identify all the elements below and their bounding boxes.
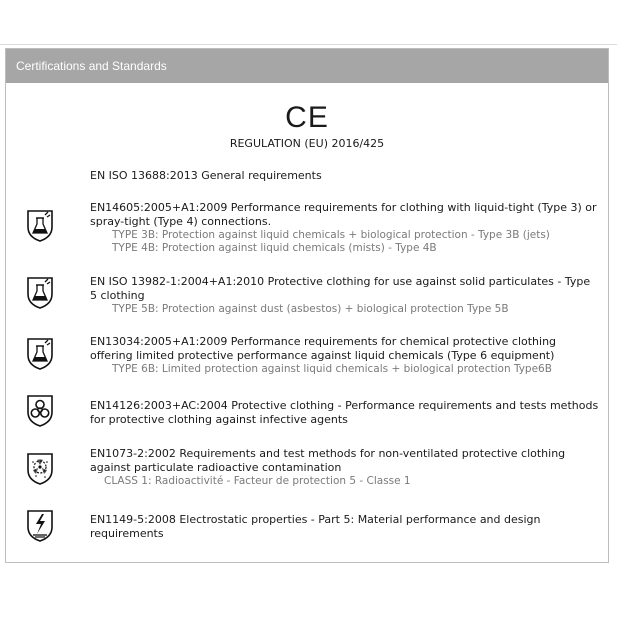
regulation-text: REGULATION (EU) 2016/425 xyxy=(229,137,385,150)
biohazard-shield-icon xyxy=(25,394,55,428)
sub-label: CLASS xyxy=(104,475,138,487)
chemical-flask-shield-icon xyxy=(25,276,55,310)
standard-item xyxy=(90,201,600,255)
standard-sub-line xyxy=(90,363,600,376)
standard-text: EN1073-2:2002 Requirements and test methods for non-ventilated protective clothing against particulate radioactive contamination xyxy=(90,447,566,474)
standard-text: EN14605:2005+A1:2009 Performance requirements for clothing with liquid-tight (Type 3) or spray-tight (Type 4) connections. xyxy=(90,201,597,228)
standard-item xyxy=(90,513,600,541)
chemical-flask-shield-icon xyxy=(25,337,55,371)
standard-item xyxy=(90,275,600,316)
certifications-panel xyxy=(5,48,609,563)
sub-label: TYPE xyxy=(112,242,138,254)
sub-value: 3B: Protection against liquid chemicals + biological protection - Type 3B (jets) xyxy=(141,229,550,241)
sub-value: 4B: Protection against liquid chemicals (mists) - Type 4B xyxy=(141,242,437,254)
standard-item xyxy=(90,399,600,427)
standard-item xyxy=(90,335,600,376)
electrostatic-shield-icon xyxy=(25,509,55,543)
standard-text: EN1149-5:2008 Electrostatic properties - Part 5: Material performance and design requirements xyxy=(90,513,541,540)
sub-value: 6B: Limited protection against liquid chemicals + biological protection Type6B xyxy=(141,363,552,375)
sub-label: TYPE xyxy=(112,303,138,315)
standard-sub-line xyxy=(90,242,600,255)
sub-label: TYPE xyxy=(112,229,138,241)
standard-sub-line xyxy=(90,229,600,242)
sub-value: 5B: Protection against dust (asbestos) + biological protection Type 5B xyxy=(141,303,509,315)
sub-label: TYPE xyxy=(112,363,138,375)
top-divider xyxy=(0,44,617,45)
standard-item xyxy=(90,447,600,488)
standard-text: EN14126:2003+AC:2004 Protective clothing - Performance requirements and tests methods for protective clothing against infective agents xyxy=(90,399,599,426)
standard-sub-line xyxy=(90,475,600,488)
standard-text: EN13034:2005+A1:2009 Performance requirements for chemical protective clothing offering limited protective performance against liquid chemicals (Type 6 equipment) xyxy=(90,335,557,362)
standard-text: EN ISO 13982-1:2004+A1:2010 Protective clothing for use against solid particulates - Type 5 clothing xyxy=(90,275,591,302)
chemical-flask-shield-icon xyxy=(25,209,55,243)
standard-sub-line xyxy=(90,303,600,316)
radioactive-particle-shield-icon xyxy=(25,452,55,486)
panel-header: Certifications and Standards xyxy=(6,49,608,83)
ce-mark: CE xyxy=(285,101,329,134)
general-requirements: EN ISO 13688:2013 General requirements xyxy=(90,169,322,182)
sub-value: 1: Radioactivité - Facteur de protection 5 - Classe 1 xyxy=(141,475,411,487)
